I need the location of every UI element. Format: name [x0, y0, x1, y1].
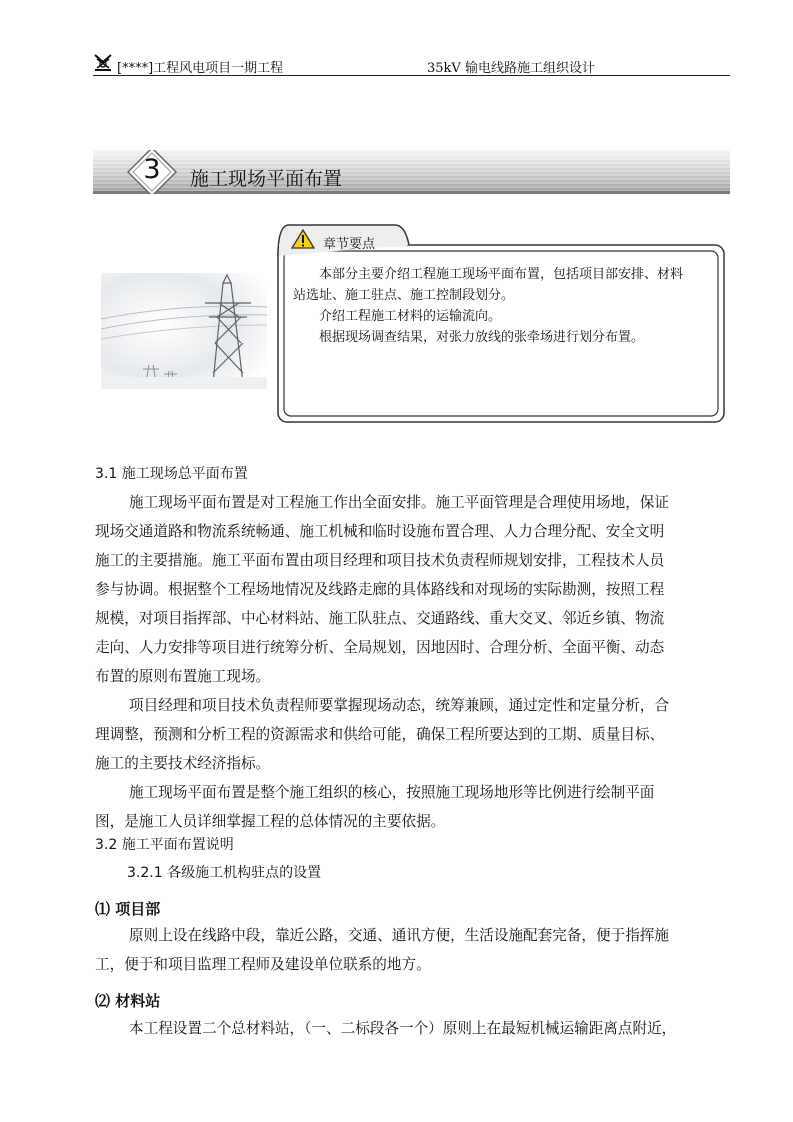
transmission-tower-image — [101, 273, 267, 389]
item-heading-project-dept: ⑴ 项目部 — [95, 900, 161, 918]
paragraph-material-station — [95, 1014, 717, 1043]
subsection-heading-3-2-1: 3.2.1 各级施工机构驻点的设置 — [127, 865, 322, 881]
text-line: 工，便于和项目监理工程师及建设单位联系的地方。 — [95, 956, 431, 973]
key-point-line: 站选址、施工驻点、施工控制段划分。 — [293, 288, 515, 303]
company-logo-icon — [93, 53, 113, 73]
text-line: 施工的主要措施。施工平面布置由项目经理和项目技术负责程师规划安排，工程技术人员 — [95, 552, 665, 569]
key-points-body — [293, 264, 713, 348]
text-line: 走向、人力安排等项目进行统筹分析、全局规划，因地因时、合理分析、全面平衡、动态 — [95, 639, 665, 656]
chapter-title: 施工现场平面布置 — [190, 168, 343, 190]
item-heading-material-station: ⑵ 材料站 — [95, 992, 161, 1010]
key-point-line: 介绍工程施工材料的运输流向。 — [319, 309, 502, 324]
text-line: 本工程设置二个总材料站，（一、二标段各一个）原则上在最短机械运输距离点附近， — [129, 1020, 677, 1037]
header-divider — [93, 75, 730, 76]
text-line: 原则上设在线路中段，靠近公路，交通、通讯方便，生活设施配套完备，便于指挥施 — [129, 927, 669, 944]
section-heading-3-1: 3.1 施工现场总平面布置 — [95, 466, 248, 482]
text-line: 现场交通道路和物流系统畅通、施工机械和临时设施布置合理、人力合理分配、安全文明 — [95, 523, 665, 540]
chapter-key-points-box — [277, 224, 726, 424]
text-line: 规模，对项目指挥部、中心材料站、施工队驻点、交通路线、重大交叉、邻近乡镇、物流 — [95, 610, 665, 627]
paragraph-management — [95, 691, 717, 778]
text-line: 参与协调。根据整个工程场地情况及线路走廊的具体路线和对现场的实际勘测，按照工程 — [95, 581, 665, 598]
text-line: 施工现场平面布置是对工程施工作出全面安排。施工平面管理是合理使用场地，保证 — [129, 494, 669, 511]
chapter-banner-graphic — [93, 150, 730, 194]
text-line: 图，是施工人员详细掌握工程的总体情况的主要依据。 — [95, 813, 446, 830]
text-line: 施工现场平面布置是整个施工组织的核心，按照施工现场地形等比例进行绘制平面 — [129, 784, 655, 801]
paragraph-core — [95, 778, 717, 836]
header-project-name: [****]工程风电项目一期工程 — [117, 61, 284, 76]
text-line: 布置的原则布置施工现场。 — [95, 668, 271, 685]
text-line: 理调整，预测和分析工程的资源需求和供给可能，确保工程所要达到的工期、质量目标、 — [95, 726, 665, 743]
text-line: 项目经理和项目技术负责程师要掌握现场动态，统筹兼顾，通过定性和定量分析，合 — [129, 697, 669, 714]
paragraph-project-dept — [95, 921, 717, 979]
page-header — [93, 52, 730, 76]
paragraph-overview — [95, 488, 717, 691]
warning-icon — [291, 229, 315, 249]
text-line: 施工的主要技术经济指标。 — [95, 755, 271, 772]
key-point-line: 根据现场调查结果，对张力放线的张牵场进行划分布置。 — [319, 330, 645, 345]
key-points-label: 章节要点 — [323, 237, 376, 252]
header-document-title: 35kV 输电线路施工组织设计 — [427, 61, 595, 76]
key-point-line: 本部分主要介绍工程施工现场平面布置，包括项目部安排、材料 — [319, 267, 684, 282]
section-heading-3-2: 3.2 施工平面布置说明 — [95, 837, 234, 853]
chapter-number: 3 — [143, 154, 161, 185]
chapter-banner — [93, 150, 730, 194]
